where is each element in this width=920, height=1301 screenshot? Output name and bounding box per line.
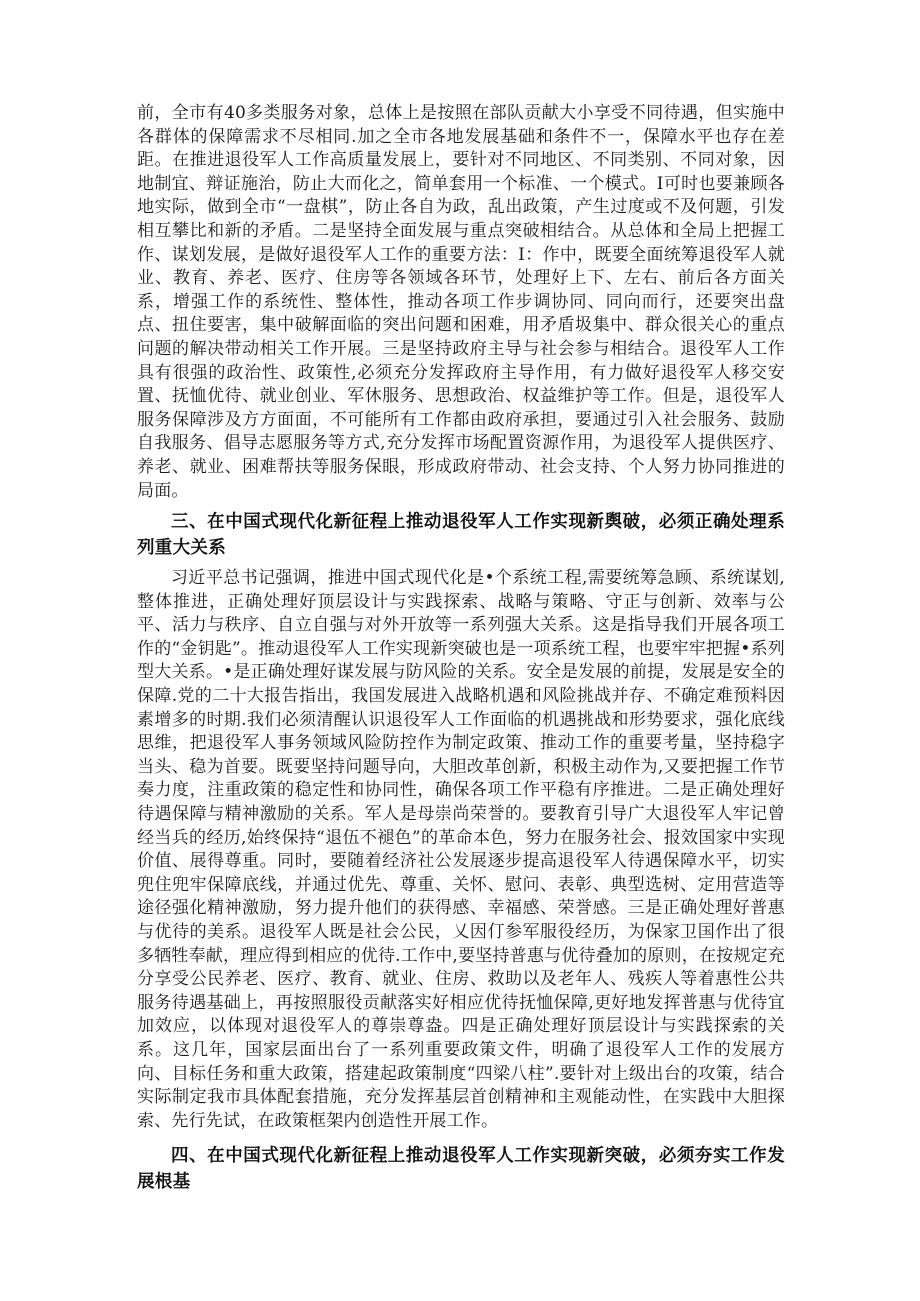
body-paragraph-continued: 前，全市有40多类服务对象，总体上是按照在部队贡献大小享受不同待遇，但实施中各群体的保障需求不尽相同.加之全市各地发展基础和条件不一，保障水平也存在差距。在推进退役军人工作高质量发展上，要针对不同地区、不同类别、不同对象，因地制宜、辩证施治，防止大而化之，简单套用一个标准、一个模式。I可时也要兼顾各地实际，做到全市“一盘棋”，防止各自为政，乱出政策，产生过度或不及何题，引发相互攀比和新的矛盾。二是坚持全面发展与重点突破相结合。从总体和全局上把握工作、谋划发展，是做好退役军人工作的重要方法：I：作中，既要全面统筹退役军人就业、教育、养老、医疗、住房等各领域各环节，处理好上下、左右、前后各方面关系，增强工作的系统性、整体性，推动各项工作步调协同、同向而行，还要突出盘点、扭住要害，集中破解面临的突出问题和困难，用矛盾圾集中、群众很关心的重点问题的解决带动相关工作开展。三是坚持政府主导与社会参与相结合。退役军人工作具有很强的政治性、政策性,必须充分发挥政府主导作用，有力做好退役军人移交安置、抚恤优待、就业创业、军休服务、思想政治、权益维护等工作。但是，退役军人服务保障涉及方方面面，不可能所有工作都由政府承担，要通过引入社会服务、鼓励自我服务、倡导志愿服务等方式,充分发挥市场配置资源作用，为退役军人提供医疗、养老、就业、困难帮扶等服务保眼，形成政府带动、社会支持、个人努力协同推进的局面。 (137, 103, 785, 501)
section-heading-3: 三、在中国式现代化新征程上推动退役军人工作实现新舆破，必须正确处理系列重大关系 (137, 512, 785, 559)
body-paragraph: 习近平总书记强调，推进中国式现代化是•个系统工程,需要统筹急顾、系统谋划,整体推进，正确处理好顶层设计与实践探索、战略与策略、守正与创新、效率与公平、活力与秩序、自立自强与对外开放等一系列强大关系。这是指导我们开展各项工作的“金钥匙”。推动退役军人工作实现新突破也是一项系统工程，也要牢牢把握•系列型大关系。•是正确处理好谋发展与防风险的关系。安全是发展的前提，发展是安全的保障.党的二十大报告指出，我国发展进入战略机遇和风险挑战并存、不确定难预料因素增多的时期.我们必须清醒认识退役军人工作面临的机遇挑战和形势要求，强化底线思维，把退役军人事务领域风险防控作为制定政策、推动工作的重要考量，坚持稳字当头、稳为首要。既要坚持问题导向，大胆改革创新，积极主动作为,又要把握工作节奏力度，注重政策的稳定性和协同性，确保各项工作平稳有序推进。二是正确处理好待遇保障与精神激励的关系。军人是母崇尚荣誉的。要教育引导广大退役军人牢记曾经当兵的经历,始终保持“退伍不褪色”的革命本色，努力在服务社会、报效国家中实现价值、展得尊重。同时，要随着经济社公发展逐步提高退役军人待遇保障水平，切实兜住兜牢保障底线，并通过优先、尊重、关怀、慰问、表彰、典型选树、定用营造等途径强化精神激励，努力提升他们的获得感、幸福感、荣誉感。三是正确处理好普惠与优待的美系。退役军人既是社会公民，乂因仃参军服役经历，为保家卫国作出了很多牺牲奉献，理应得到相应的优待.工作中,要坚持普惠与优待叠加的原则，在按规定充分享受公民养老、医疗、教育、就业、住房、救助以及老年人、残疾人等着惠性公共服务待遇基础上，再按照服役贡献落实好相应优待抚恤保障,更好地发挥普惠与优待宜加效应，以体现对退役军人的尊崇尊盎。四是正确处理好顶层设计与实践探索的关系。这几年，国家层面出台了一系列重要政策文件，明确了退役军人工作的发展方向、目标任务和重大政策，搭建起政策制度“四梁八柱”.要针对上级出台的攻策，结合实际制定我市具体配套措施，充分发挥基层首创精神和主观能动性，在实践中大胆探索、先行先试，在政策框架内创造性开展工作。 (137, 568, 785, 1131)
document-page (137, 102, 785, 1201)
section-heading-4: 四、在中国式现代化新征程上推动退役军人工作实现新突破，必须夯实工作发展根基 (137, 1146, 785, 1193)
